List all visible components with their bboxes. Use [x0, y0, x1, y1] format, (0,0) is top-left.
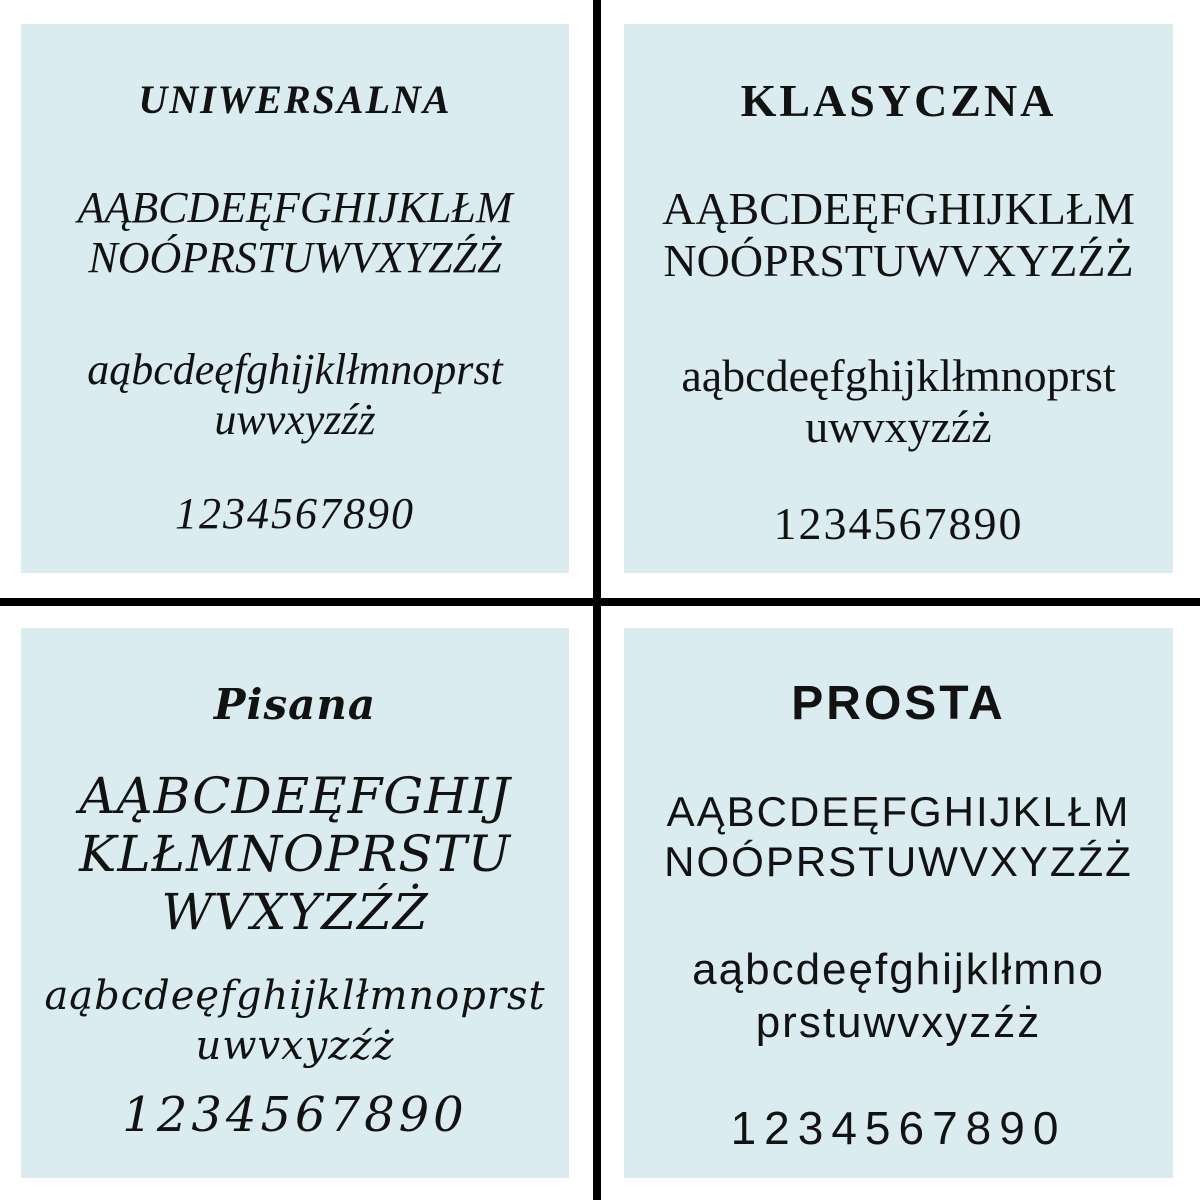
- uppercase-line-2: NOÓPRSTUWVXYZŹŻ: [664, 838, 1133, 886]
- font-panel-klasyczna: [624, 24, 1173, 573]
- numbers-sample: 1234567890: [175, 488, 415, 538]
- lowercase-line-1: aąbcdeęfghijklłmnoprst: [44, 973, 546, 1019]
- uppercase-sample: [662, 183, 1135, 288]
- uppercase-line-2: NOÓPRSTUWVXYZŹŻ: [663, 235, 1134, 287]
- numbers-sample: 1234567890: [773, 497, 1024, 549]
- font-title-pisana: Pisana: [213, 680, 377, 729]
- lowercase-line-1: aąbcdeęfghijklłmno: [692, 944, 1105, 994]
- uppercase-line-1: AĄBCDEĘFGHIJKLŁM: [666, 788, 1131, 835]
- lowercase-sample: [681, 350, 1115, 453]
- lowercase-sample: [44, 971, 545, 1071]
- uppercase-line-1: AĄBCDEĘFGHIJ: [79, 767, 511, 825]
- font-panel-prosta: [624, 628, 1173, 1178]
- uppercase-sample: [664, 787, 1133, 888]
- lowercase-line-2: prstuwvxyzźż: [755, 997, 1042, 1047]
- lowercase-sample: [87, 345, 503, 444]
- font-title-uniwersalna: UNIWERSALNA: [138, 77, 452, 122]
- lowercase-line-2: uwvxyzźż: [195, 1023, 395, 1069]
- font-panel-uniwersalna: [21, 24, 569, 573]
- uppercase-line-2: KLŁMNOPRSTU: [79, 825, 511, 883]
- lowercase-sample: [692, 944, 1105, 1050]
- uppercase-line-1: AĄBCDEĘFGHIJKLŁM: [662, 183, 1135, 234]
- uppercase-line-2: NOÓPRSTUWVXYZŹŻ: [88, 233, 502, 283]
- uppercase-line-1: AĄBCDEĘFGHIJKLŁM: [77, 183, 513, 232]
- uppercase-sample: [79, 767, 511, 941]
- font-panel-pisana: [21, 628, 569, 1178]
- numbers-sample: 1234567890: [122, 1087, 468, 1143]
- font-title-klasyczna: KLASYCZNA: [740, 75, 1057, 126]
- lowercase-line-2: uwvxyzźż: [805, 401, 992, 453]
- lowercase-line-1: aąbcdeęfghijklłmnoprst: [681, 349, 1116, 401]
- uppercase-sample: [77, 183, 512, 283]
- uppercase-line-3: WVXYZŹŻ: [161, 883, 429, 941]
- horizontal-divider: [0, 598, 1200, 606]
- lowercase-line-1: aąbcdeęfghijklłmnoprst: [87, 345, 503, 395]
- lowercase-line-2: uwvxyzźż: [214, 394, 376, 444]
- font-title-prosta: PROSTA: [791, 677, 1006, 730]
- numbers-sample: 1234567890: [730, 1102, 1067, 1155]
